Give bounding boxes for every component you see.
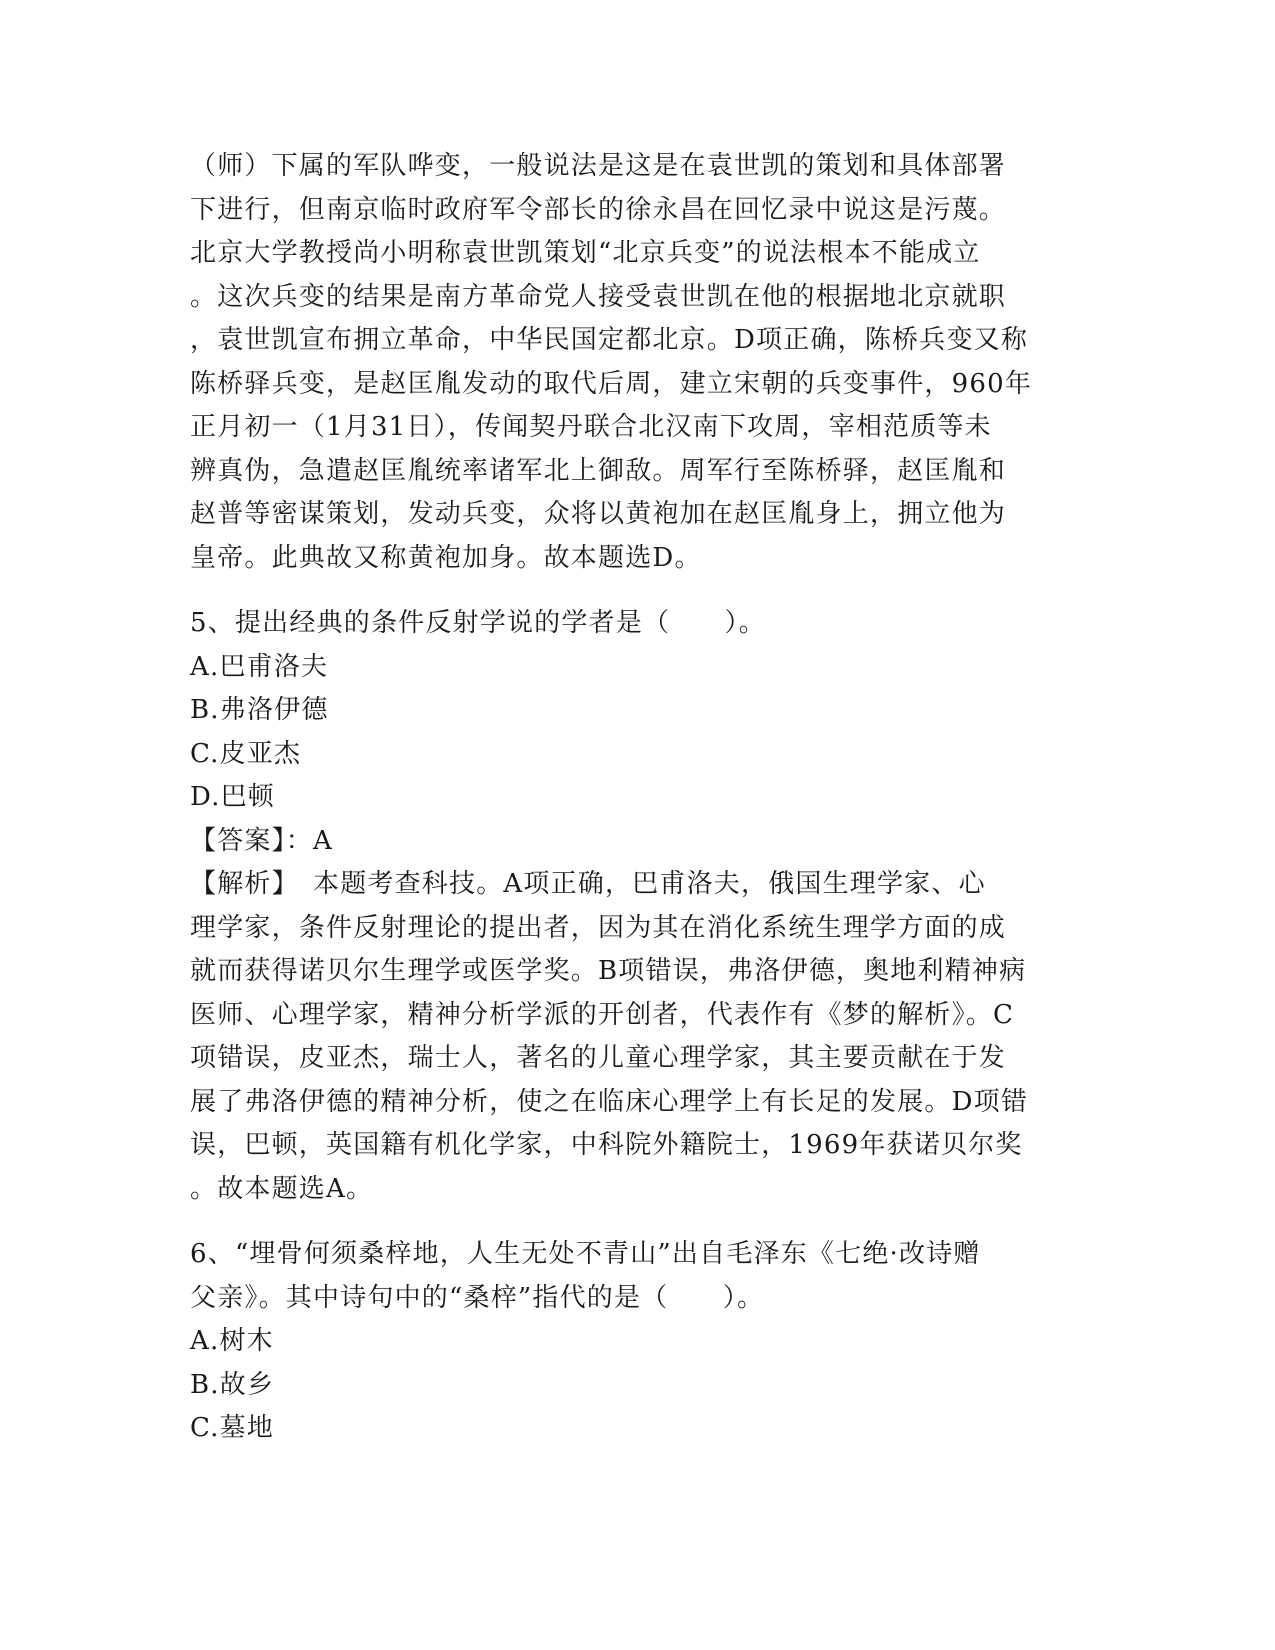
option-a: A.巴甫洛夫 (190, 651, 329, 682)
question-stem: 父亲》。其中诗句中的“桑梓”指代的是（ ）。 (190, 1282, 765, 1313)
text-line: 医师、心理学家，精神分析学派的开创者，代表作有《梦的解析》。C (190, 999, 1015, 1030)
option-c: C.墓地 (190, 1413, 275, 1443)
option-b: B.弗洛伊德 (190, 695, 329, 725)
answer-line: 【答案】：A (190, 825, 333, 856)
question-6 (190, 1233, 1090, 1451)
text-line: 项错误，皮亚杰，瑞士人，著名的儿童心理学家，其主要贡献在于发 (190, 1043, 1007, 1073)
text-line: 。故本题选A。 (190, 1173, 374, 1204)
text-line: 【解析】 本题考查科技。A项正确，巴甫洛夫，俄国生理学家、心 (190, 869, 986, 899)
text-line: 北京大学教授尚小明称袁世凯策划“北京兵变”的说法根本不能成立 (190, 238, 981, 268)
option-c: C.皮亚杰 (190, 738, 302, 769)
text-line: 皇帝。此典故又称黄袍加身。故本题选D。 (190, 542, 702, 573)
option-d: D.巴顿 (190, 782, 275, 812)
question-5 (190, 602, 1090, 1211)
text-line: 赵普等密谋策划，发动兵变，众将以黄袍加在赵匡胤身上，拥立他为 (190, 499, 1007, 529)
text-line: 陈桥驿兵变，是赵匡胤发动的取代后周，建立宋朝的兵变事件，960年 (190, 368, 1033, 399)
document-page (190, 145, 1090, 1451)
text-line: 误，巴顿，英国籍有机化学家，中科院外籍院士，1969年获诺贝尔奖 (190, 1130, 1023, 1160)
spacer (190, 1211, 1090, 1233)
question-stem: 6、“埋骨何须桑梓地，人生无处不青山”出自毛泽东《七绝·改诗赠 (190, 1239, 981, 1269)
question-stem: 5、提出经典的条件反射学说的学者是（ ）。 (190, 608, 766, 638)
text-line: （师）下属的军队哗变，一般说法是这是在袁世凯的策划和具体部署 (190, 151, 1007, 181)
q4-explanation-tail (190, 145, 1090, 580)
option-a: A.树木 (190, 1326, 274, 1356)
option-b: B.故乡 (190, 1369, 275, 1400)
analysis-block (190, 863, 1090, 1211)
text-line: 下进行，但南京临时政府军令部长的徐永昌在回忆录中说这是污蔑。 (190, 194, 1007, 225)
text-line: 正月初一（1月31日），传闻契丹联合北汉南下攻周，宰相范质等未 (190, 412, 992, 442)
text-line: 就而获得诺贝尔生理学或医学奖。B项错误，弗洛伊德，奥地利精神病 (190, 956, 1027, 986)
text-line: 。这次兵变的结果是南方革命党人接受袁世凯在他的根据地北京就职 (190, 281, 1007, 312)
text-line: ，袁世凯宣布拥立革命，中华民国定都北京。D项正确，陈桥兵变又称 (190, 325, 1029, 355)
spacer (190, 580, 1090, 602)
text-line: 展了弗洛伊德的精神分析，使之在临床心理学上有长足的发展。D项错 (190, 1086, 1029, 1117)
text-line: 理学家，条件反射理论的提出者，因为其在消化系统生理学方面的成 (190, 912, 1007, 943)
text-line: 辨真伪，急遣赵匡胤统率诸军北上御敌。周军行至陈桥驿，赵匡胤和 (190, 455, 1007, 486)
